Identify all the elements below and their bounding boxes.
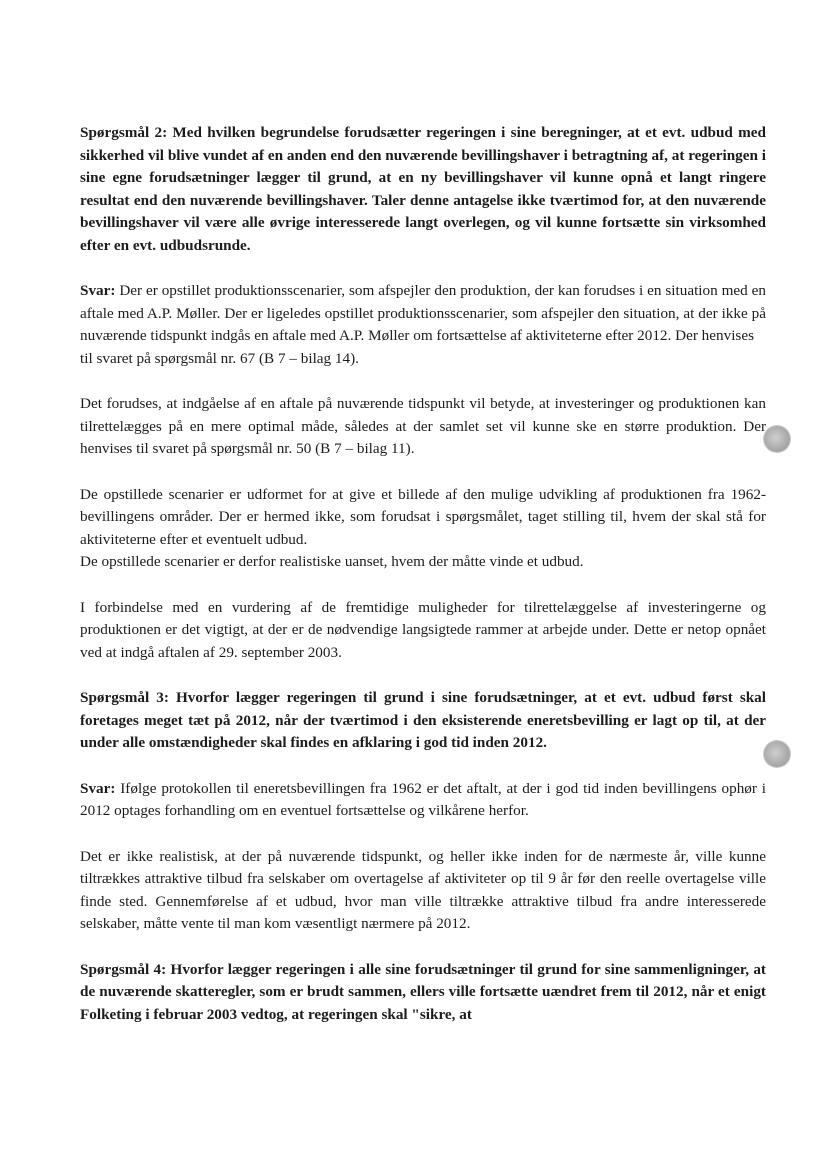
question-2 bbox=[80, 122, 766, 257]
paragraph: Det forudses, at indgåelse af en aftale på nuværende tidspunkt vil betyde, at investeringer og produktionen kan tilrettelægges på en mere optimal måde, således at der samlet set vil kunne ske en større produktion. Der henvises til svaret på spørgsmål nr. 50 (B 7 – bilag 11). bbox=[80, 395, 766, 457]
question-text: Hvorfor lægger regeringen i alle sine forudsætninger til grund for sine sammenligninger, at de nuværende skatteregler, som er brudt sammen, ellers ville fortsætte uændret frem til 2012, når et enigt Folketing i februar 2003 vedtog, at regeringen skal "sikre, at bbox=[80, 960, 766, 1023]
paragraph: De opstillede scenarier er udformet for at give et billede af den mulige udvikling af produktionen fra 1962-bevillingens områder. Der er hermed ikke, som forudsat i spørgsmålet, taget stilling til, hvem der skal stå for aktiviteterne efter et eventuelt udbud. bbox=[80, 485, 766, 548]
punch-hole-mark bbox=[764, 741, 790, 767]
answer-3 bbox=[80, 778, 766, 823]
question-label: Spørgsmål 4: bbox=[80, 960, 167, 978]
paragraph: Det er ikke realistisk, at der på nuværende tidspunkt, og heller ikke inden for de nærmeste år, ville kunne tiltrækkes attraktive tilbud fra selskaber om overtagelse af aktiviteter op til 9 år før den reelle overtagelse ville finde sted. Gennemførelse af et udbud, hvor man ville tiltrække attraktive tilbud fra andre interesserede selskaber, måtte vente til man kom væsentligt nærmere på 2012. bbox=[80, 847, 766, 932]
answer-2 bbox=[80, 280, 766, 348]
paragraph: I forbindelse med en vurdering af de fremtidige muligheder for tilrettelæggelse af investeringerne og produktionen er det vigtigt, at der er de nødvendige langsigtede rammer at arbejde under. Dette er netop opnået ved at indgå aftalen af 29. september 2003. bbox=[80, 598, 766, 661]
answer-text: Ifølge protokollen til eneretsbevillingen fra 1962 er det aftalt, at der i god tid inden bevillingens ophør i 2012 optages forhandling om en eventuel fortsættelse og vilkårene herfor. bbox=[80, 779, 766, 819]
question-4 bbox=[80, 959, 766, 1027]
question-text: Hvorfor lægger regeringen til grund i sine forudsætninger, at et evt. udbud først skal foretages meget tæt på 2012, når der tværtimod i den eksisterende eneretsbevilling er lagt op til, at der under alle omstændigheder skal findes en afklaring i god tid inden 2012. bbox=[80, 689, 766, 751]
punch-hole-mark bbox=[764, 426, 790, 452]
question-text: Med hvilken begrundelse forudsætter regeringen i sine beregninger, at et evt. udbud med sikkerhed vil blive vundet af en anden end den nuværende bevillingshaver i betragtning af, at regeringen i sine egne forudsætninger lægger til grund, at en ny bevillingshaver vil kunne opnå et langt ringere resultat end den nuværende bevillingshaver. Taler denne antagelse ikke tværtimod for, at den nuværende bevillingshaver vil være alle øvrige interesserede langt overlegen, og vil kunne fortsætte sin virksomhed efter en evt. udbudsrunde. bbox=[80, 124, 766, 254]
question-3 bbox=[80, 687, 766, 755]
answer-text: Der er opstillet produktionsscenarier, som afspejler den produktion, der kan forudses i en situation med en aftale med A.P. Møller. Der er ligeledes opstillet produktionsscenarier, som afspejler den situation, at der ikke på nuværende tidspunkt indgås en aftale med A.P. Møller om fortsættelse af aktiviteterne efter 2012. Der henvises bbox=[80, 282, 766, 344]
question-label: Spørgsmål 3: bbox=[80, 689, 169, 706]
document-page bbox=[80, 122, 766, 1026]
answer-label: Svar: bbox=[80, 779, 116, 797]
answer-label: Svar: bbox=[80, 282, 116, 299]
answer-2-continued: til svaret på spørgsmål nr. 67 (B 7 – bilag 14). bbox=[80, 349, 359, 367]
question-label: Spørgsmål 2: bbox=[80, 124, 168, 141]
paragraph-continued: De opstillede scenarier er derfor realistiske uanset, hvem der måtte vinde et udbud. bbox=[80, 553, 584, 570]
